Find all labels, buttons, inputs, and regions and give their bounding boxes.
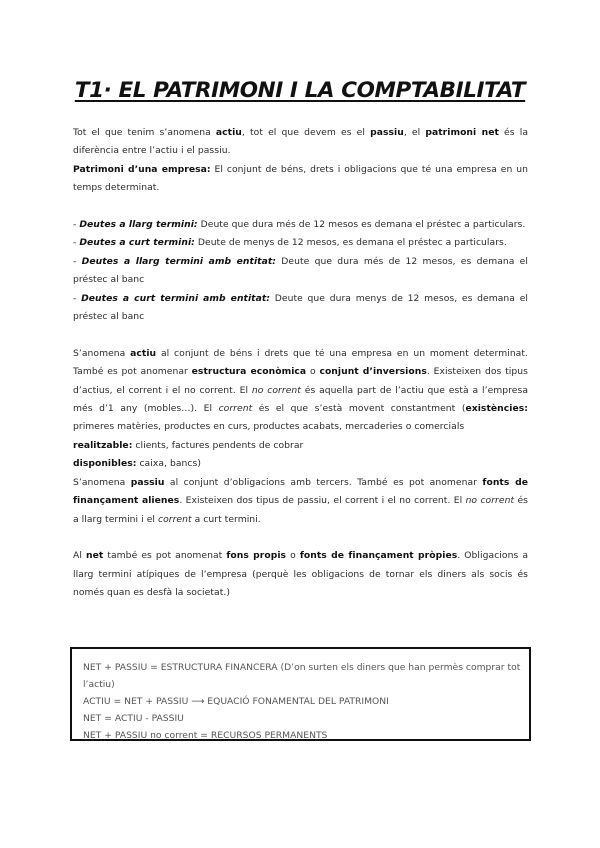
term-fonts-propies: fonts de finançament pròpies	[299, 550, 458, 562]
deute-text: Deute que dura menys de 12 mesos, es demana el préstec al banc	[73, 292, 528, 323]
term-actiu: actiu	[130, 347, 157, 359]
actiu-text: és aquella part de l’actiu que està a l’empresa més d’1 any (mobles…). El	[73, 384, 528, 415]
disponibles-line	[73, 455, 528, 473]
term-corrent: corrent	[157, 513, 192, 525]
passiu-text: a curt termini.	[191, 513, 261, 525]
deute-item	[73, 290, 528, 327]
deute-item	[73, 216, 528, 234]
net-text: Al	[73, 550, 86, 562]
term-no-corrent: no corrent	[251, 384, 301, 396]
deute-label: Deutes a curt termini amb entitat:	[81, 292, 271, 304]
actiu-text: és el que s’està movent constantment (	[252, 403, 466, 415]
term-actiu: actiu	[215, 127, 242, 138]
formula-line: ACTIU = NET + PASSIU ⟶ EQUACIÓ FONAMENTAL DEL PATRIMONI	[83, 696, 389, 707]
formula-line: NET + PASSIU = ESTRUCTURA FINANCERA (D’on surten els diners que han permès comprar tot l’actiu)	[83, 662, 521, 690]
passiu-text: al conjunt d’obligacions amb tercers. També es pot anomenar	[164, 476, 483, 488]
term-existencies: existències:	[465, 403, 528, 415]
spacer	[73, 529, 528, 547]
term-passiu: passiu	[130, 476, 165, 488]
intro-text: , el	[403, 127, 426, 138]
actiu-text: o	[306, 366, 320, 378]
bullet-dash: -	[73, 292, 82, 304]
net-text: o	[286, 550, 300, 562]
deute-item	[73, 234, 528, 252]
intro-text: , tot el que devem es el	[241, 127, 371, 138]
spacer	[73, 326, 528, 344]
passiu-text: és a llarg termini i el	[73, 495, 528, 525]
net-paragraph	[73, 547, 528, 602]
formula-line: NET + PASSIU no corrent = RECURSOS PERMANENTS	[83, 730, 328, 741]
realitzable-text: clients, factures pendents de cobrar	[132, 439, 304, 451]
patrimoni-definition	[73, 161, 528, 198]
term-estructura-economica: estructura econòmica	[191, 366, 307, 378]
net-text: també es pot anomenat	[103, 550, 227, 562]
actiu-text: . Existeixen dos tipus d’actius, el corrent i el no corrent. El	[73, 366, 528, 396]
bullet-dash: -	[73, 219, 80, 231]
deute-text: Deute de menys de 12 mesos, es demana el préstec a particulars.	[194, 237, 507, 249]
term-conjunt-inversions: conjunt d’inversions	[319, 366, 427, 378]
disponibles-text: caixa, bancs)	[136, 458, 201, 470]
term-fons-propis: fons propis	[226, 550, 287, 562]
passiu-paragraph	[73, 474, 528, 529]
formula-line: NET = ACTIU - PASSIU	[83, 713, 184, 724]
deute-text: Deute que dura més de 12 mesos, es demana el préstec al banc	[73, 255, 528, 286]
formula-list	[83, 659, 523, 744]
actiu-text: S’anomena	[73, 347, 131, 359]
deute-item	[73, 253, 528, 290]
actiu-text: primeres matèries, productes en curs, productes acabats, mercaderies o comercials	[73, 421, 465, 433]
term-no-corrent: no corrent	[465, 495, 515, 507]
spacer	[73, 198, 528, 216]
term-corrent: corrent	[218, 403, 253, 415]
deute-text: Deute que dura més de 12 mesos es demana el préstec a particulars.	[197, 219, 526, 231]
intro-text: és la diferència entre l’actiu i el passiu.	[73, 127, 529, 157]
term-passiu: passiu	[370, 127, 404, 138]
bullet-dash: -	[73, 255, 82, 267]
disponibles-label: disponibles:	[73, 458, 137, 470]
term-patrimoni-net: patrimoni net	[425, 127, 499, 138]
actiu-text: al conjunt de béns i drets que té una empresa en un moment determinat. També es pot anomenar	[73, 347, 528, 378]
intro-text: Tot el que tenim s’anomena	[73, 127, 216, 138]
realitzable-line	[73, 437, 528, 455]
term-net: net	[85, 550, 104, 562]
page-title: T1· EL PATRIMONI I LA COMPTABILITAT	[74, 78, 526, 103]
deute-label: Deutes a curt termini:	[79, 237, 195, 249]
passiu-text: S’anomena	[73, 476, 131, 488]
formula-box	[70, 647, 531, 741]
document-body	[73, 124, 528, 603]
actiu-paragraph	[73, 345, 528, 437]
patrimoni-label: Patrimoni d’una empresa:	[73, 163, 211, 175]
realitzable-label: realitzable:	[73, 439, 133, 451]
patrimoni-text: El conjunt de béns, drets i obligacions que té una empresa en un temps determinat.	[73, 163, 529, 194]
intro-paragraph	[73, 124, 528, 161]
deute-label: Deutes a llarg termini:	[79, 219, 198, 231]
bullet-dash: -	[73, 237, 80, 249]
passiu-text: . Existeixen dos tipus de passiu, el corrent i el no corrent. El	[179, 495, 466, 507]
net-text: . Obligacions a llarg termini atípiques de l’empresa (perquè les obligacions de tornar els diners als socis és només quan es desfà la societat.)	[73, 550, 528, 599]
deute-label: Deutes a llarg termini amb entitat:	[81, 255, 277, 267]
term-fonts-alienes: fonts de finançament alienes	[73, 476, 528, 507]
